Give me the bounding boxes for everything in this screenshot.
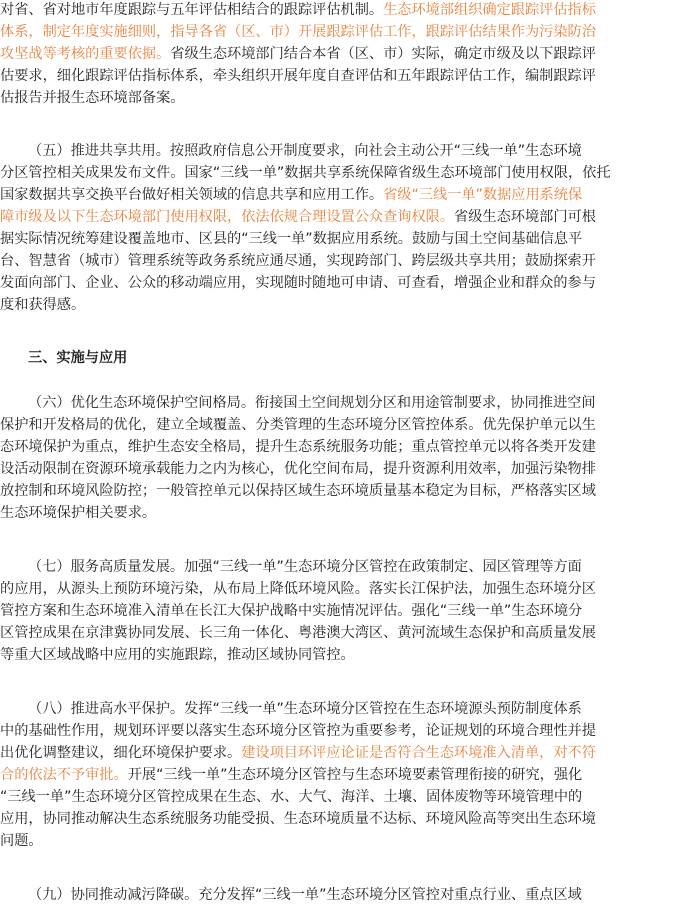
body-text: 省级生态环境部门可根 (454, 209, 596, 225)
body-text: 态环境保护为重点，维护生态安全格局，提升生态系统服务功能；重点管控单元以将各类开发建 (0, 439, 596, 455)
text-line (0, 743, 676, 763)
paragraph-7 (0, 557, 676, 577)
body-text: 问题。 (0, 833, 43, 849)
body-text: 台、智慧省（城市）管理系统等政务系统应通尽通，实现跨部门、跨层级共享共用；鼓励探索开 (0, 253, 596, 269)
paragraph-6 (0, 393, 676, 413)
body-text: 中的基础性作用，规划环评要以落实生态环境分区管控为重要参考，论证规划的环境合理性并提 (0, 723, 596, 739)
body-text: 生态环境保护相关要求。 (0, 505, 157, 521)
text-line (0, 787, 676, 807)
highlighted-text: 生态环境部组织确定跟踪评估指标 (383, 2, 596, 18)
highlighted-text: 建设项目环评应论证是否符合生态环境准入清单，对不符 (241, 745, 596, 761)
paragraph-8 (0, 699, 676, 719)
highlighted-text: 攻坚战等考核的重要依据。 (0, 46, 171, 62)
text-line (0, 273, 676, 293)
text-line (0, 295, 676, 315)
text-line (0, 207, 676, 227)
highlighted-text: 障市级及以下生态环境部门使用权限，依法依规合理设置公众查询权限。 (0, 209, 455, 225)
body-text: （八）推进高水平保护。发挥“三线一单”生态环境分区管控在生态环境源头预防制度体系 (28, 701, 582, 717)
body-text: （五）推进共享共用。按照政府信息公开制度要求，向社会主动公开“三线一单”生态环境 (28, 143, 582, 159)
paragraph-9 (0, 885, 676, 905)
body-text: 区管控成果在京津冀协同发展、长三角一体化、粤港澳大湾区、黄河流域生态保护和高质量发展 (0, 625, 596, 641)
text-line (0, 831, 676, 851)
body-text: 省级生态环境部门结合本省（区、市）实际，确定市级及以下跟踪评 (170, 46, 596, 62)
body-text: （九）协同推动减污降碳。充分发挥“三线一单”生态环境分区管控对重点行业、重点区域 (28, 887, 582, 903)
body-text: 分区管控相关成果发布文件。国家“三线一单”数据共享系统保障省级生态环境部门使用权限，依托 (0, 165, 611, 181)
text-line (0, 437, 676, 457)
text-line (0, 481, 676, 501)
text-line (0, 721, 676, 741)
text-line (0, 809, 676, 829)
text-line (0, 503, 676, 523)
text-line (0, 459, 676, 479)
body-text: 的应用，从源头上预防环境污染，从布局上降低环境风险。落实长江保护法，加强生态环境分区 (0, 581, 596, 597)
section-heading (0, 348, 676, 368)
text-line (0, 579, 676, 599)
text-line (0, 765, 676, 785)
text-line (0, 44, 676, 64)
text-line (0, 601, 676, 621)
body-text: “三线一单”生态环境分区管控成果在生态、水、大气、海洋、土壤、固体废物等环境管理中的 (0, 789, 583, 805)
text-line (0, 415, 676, 435)
body-text: 据实际情况统筹建设覆盖地市、区县的“三线一单”数据应用系统。鼓励与国土空间基础信息平 (0, 231, 583, 247)
body-text: 三、实施与应用 (28, 350, 128, 366)
body-text: 国家数据共享交换平台做好相关领域的信息共享和应用工作。 (0, 187, 384, 203)
highlighted-text: 体系，制定年度实施细则，指导各省（区、市）开展跟踪评估工作，跟踪评估结果作为污染防治 (0, 24, 596, 40)
body-text: （七）服务高质量发展。加强“三线一单”生态环境分区管控在政策制定、园区管理等方面 (28, 559, 582, 575)
text-line (0, 185, 676, 205)
text-line (0, 22, 676, 42)
body-text: 设活动限制在资源环境承载能力之内为核心，优化空间布局，提升资源利用效率，加强污染物排 (0, 461, 596, 477)
highlighted-text: 合的依法不予审批。 (0, 767, 128, 783)
text-line (0, 623, 676, 643)
body-text: （六）优化生态环境保护空间格局。衔接国土空间规划分区和用途管制要求，协同推进空间 (28, 395, 596, 411)
body-text: 对省、省对地市年度跟踪与五年评估相结合的跟踪评估机制。 (0, 2, 384, 18)
paragraph-5 (0, 141, 676, 161)
body-text: 放控制和环境风险防控；一般管控单元以保持区域生态环境质量基本稳定为目标，严格落实区域 (0, 483, 596, 499)
text-line (0, 66, 676, 86)
body-text: 发面向部门、企业、公众的移动端应用，实现随时随地可申请、可查看，增强企业和群众的参与 (0, 275, 596, 291)
body-text: 保护和开发格局的优化，建立全域覆盖、分类管理的生态环境分区管控体系。优先保护单元以生 (0, 417, 596, 433)
highlighted-text: 省级“三线一单”数据应用系统保 (383, 187, 583, 203)
body-text: 开展“三线一单”生态环境分区管控与生态环境要素管理衔接的研究，强化 (127, 767, 583, 783)
body-text: 应用，协同推动解决生态系统服务功能受损、生态环境质量不达标、环境风险高等突出生态环境 (0, 811, 596, 827)
body-text: 估报告并报生态环境部备案。 (0, 90, 185, 106)
body-text: 度和获得感。 (0, 297, 86, 313)
body-text: 管控方案和生态环境准入清单在长江大保护战略中实施情况评估。强化“三线一单”生态环境分 (0, 603, 583, 619)
body-text: 等重大区域战略中应用的实施跟踪，推动区域协同管控。 (0, 647, 355, 663)
text-line (0, 88, 676, 108)
body-text: 估要求，细化跟踪评估指标体系，牵头组织开展年度自查评估和五年跟踪评估工作，编制跟踪评 (0, 68, 596, 84)
paragraph-4-tail (0, 0, 676, 20)
text-line (0, 229, 676, 249)
text-line (0, 645, 676, 665)
body-text: 出优化调整建议，细化环境保护要求。 (0, 745, 242, 761)
text-line (0, 251, 676, 271)
text-line (0, 163, 676, 183)
